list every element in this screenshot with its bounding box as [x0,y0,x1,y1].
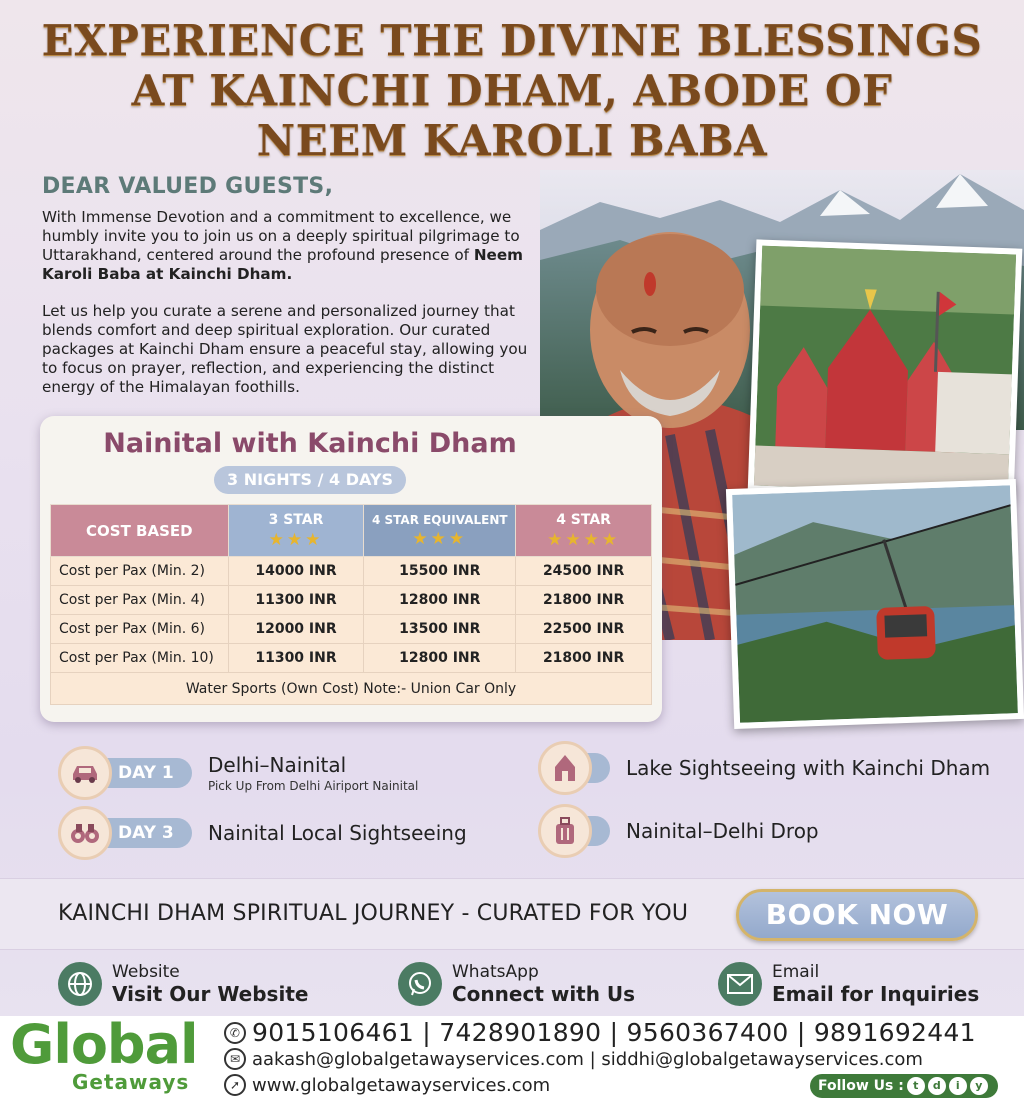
price-4-star-equivalent: 12800 INR [364,644,516,673]
price-4-star: 21800 INR [516,586,652,615]
day-4-text [626,819,819,843]
youtube-icon[interactable]: y [970,1077,988,1095]
phone-icon: ✆ [224,1022,246,1044]
temple-icon [538,741,592,795]
price-3-star: 14000 INR [228,557,364,586]
itinerary-day-1 [58,746,418,800]
social-d-icon[interactable]: d [928,1077,946,1095]
visit-website-link[interactable]: Visit Our Website [112,982,309,1006]
intro-paragraph-1-text: With Immense Devotion and a commitment to excellence, we humbly invite you to join us on a deeply spiritual pilgrimage to Uttarakhand, centered around the profound presence of [42,208,520,264]
twitter-icon[interactable]: t [907,1077,925,1095]
globe-icon [58,962,102,1006]
car-icon [58,746,112,800]
website-url[interactable]: www.globalgetawayservices.com [252,1074,551,1096]
header-4-star-label: 4 STAR [556,511,611,528]
footer-phones [224,1018,976,1047]
price-4-star-equivalent: 13500 INR [364,615,516,644]
book-now-button[interactable]: BOOK NOW [736,889,978,941]
phone-numbers[interactable]: 9015106461 | 7428901890 | 9560367400 | 9891692441 [252,1018,976,1047]
price-4-star-equivalent: 12800 INR [364,586,516,615]
table-row [51,557,652,586]
table-row [51,586,652,615]
email-inquiries-link[interactable]: Email for Inquiries [772,982,980,1006]
table-note-row [51,673,652,705]
contact-whatsapp-label: WhatsApp [452,962,539,982]
contact-email[interactable] [718,962,979,1006]
header-4-star-equivalent [364,505,516,557]
header-3-star-label: 3 STAR [268,511,324,528]
global-getaways-logo: Global [10,1013,198,1076]
table-note: Water Sports (Own Cost) Note:- Union Car Only [51,673,652,705]
envelope-icon [718,962,762,1006]
day-1-subtitle: Pick Up From Delhi Airiport Nainital [208,779,419,793]
day-2-text [626,756,990,780]
day-1-text [208,753,418,793]
title-line-2: AT KAINCHI DHAM, ABODE OF [131,66,893,115]
mail-icon: ✉ [224,1048,246,1070]
luggage-icon [538,804,592,858]
day-4-title: Nainital–Delhi Drop [626,819,819,843]
price-4-star: 22500 INR [516,615,652,644]
intro-paragraph-2: Let us help you curate a serene and personalized journey that blends comfort and deep spiritual exploration. Our curated packages at Kainchi Dham ensure a peaceful stay, allowing you to focus on prayer, reflection, and experiencing the distinct energy of the Himalayan foothills. [42,302,528,396]
email-addresses[interactable]: aakash@globalgetawayservices.com | siddhi@globalgetawayservices.com [252,1048,923,1070]
connect-whatsapp-link[interactable]: Connect with Us [452,982,636,1006]
instagram-icon[interactable]: i [949,1077,967,1095]
binoculars-icon [58,806,112,860]
price-table [50,504,652,705]
title-line-3: NEEM KAROLI BABA [256,116,768,165]
star-rating-4e: ★★★ [412,528,468,549]
page-title [0,16,1024,166]
day-3-label: DAY 3 [102,818,192,848]
package-title: Nainital with Kainchi Dham [103,428,517,459]
contact-whatsapp[interactable] [398,962,635,1006]
header-cost-based: COST BASED [51,505,229,557]
table-row [51,644,652,673]
row-label: Cost per Pax (Min. 6) [51,615,229,644]
contact-website[interactable] [58,962,308,1006]
contact-email-label: Email [772,962,820,982]
price-3-star: 11300 INR [228,586,364,615]
price-3-star: 11300 INR [228,644,364,673]
day-3-title: Nainital Local Sightseeing [208,821,467,845]
whatsapp-icon [398,962,442,1006]
contact-website-label: Website [112,962,180,982]
row-label: Cost per Pax (Min. 10) [51,644,229,673]
follow-us-label: Follow Us : [818,1078,904,1094]
row-label: Cost per Pax (Min. 4) [51,586,229,615]
contact-whatsapp-text [452,962,635,1006]
title-line-1: EXPERIENCE THE DIVINE BLESSINGS [41,16,983,65]
cursor-icon: ➚ [224,1074,246,1096]
header-4-star-equivalent-label: 4 STAR EQUIVALENT [371,512,508,527]
price-3-star: 12000 INR [228,615,364,644]
duration-badge: 3 NIGHTS / 4 DAYS [214,466,406,494]
cta-band [0,878,1024,950]
day-2-title: Lake Sightseeing with Kainchi Dham [626,756,991,780]
kainchi-dham-temple-photo [748,239,1023,500]
itinerary-day-3 [58,806,467,860]
price-4-star: 21800 INR [516,644,652,673]
contact-website-text [112,962,308,1006]
star-rating-4: ★★★★ [547,529,621,550]
table-row [51,615,652,644]
day-3-text [208,821,467,845]
day-1-label: DAY 1 [102,758,192,788]
footer [0,1013,1024,1100]
header-3-star [228,505,364,557]
contact-email-text [772,962,979,1006]
price-table-header-row [51,505,652,557]
follow-us-bar [810,1074,998,1098]
nainital-ropeway-photo [726,479,1024,729]
footer-website [224,1074,550,1096]
price-4-star-equivalent: 15500 INR [364,557,516,586]
row-label: Cost per Pax (Min. 2) [51,557,229,586]
itinerary-day-2 [538,741,990,795]
logo-subtitle: Getaways [72,1070,190,1094]
price-4-star: 24500 INR [516,557,652,586]
greeting-heading: DEAR VALUED GUESTS, [42,174,334,199]
footer-emails [224,1048,923,1070]
itinerary-day-4 [538,804,819,858]
header-4-star [516,505,652,557]
intro-paragraph-1-bold: Neem Karoli Baba at Kainchi Dham. [42,246,523,283]
day-1-title: Delhi–Nainital [208,753,347,777]
star-rating-3: ★★★ [268,529,324,550]
cta-text: KAINCHI DHAM SPIRITUAL JOURNEY - CURATED FOR YOU [58,901,689,926]
intro-paragraph-1 [42,208,542,284]
